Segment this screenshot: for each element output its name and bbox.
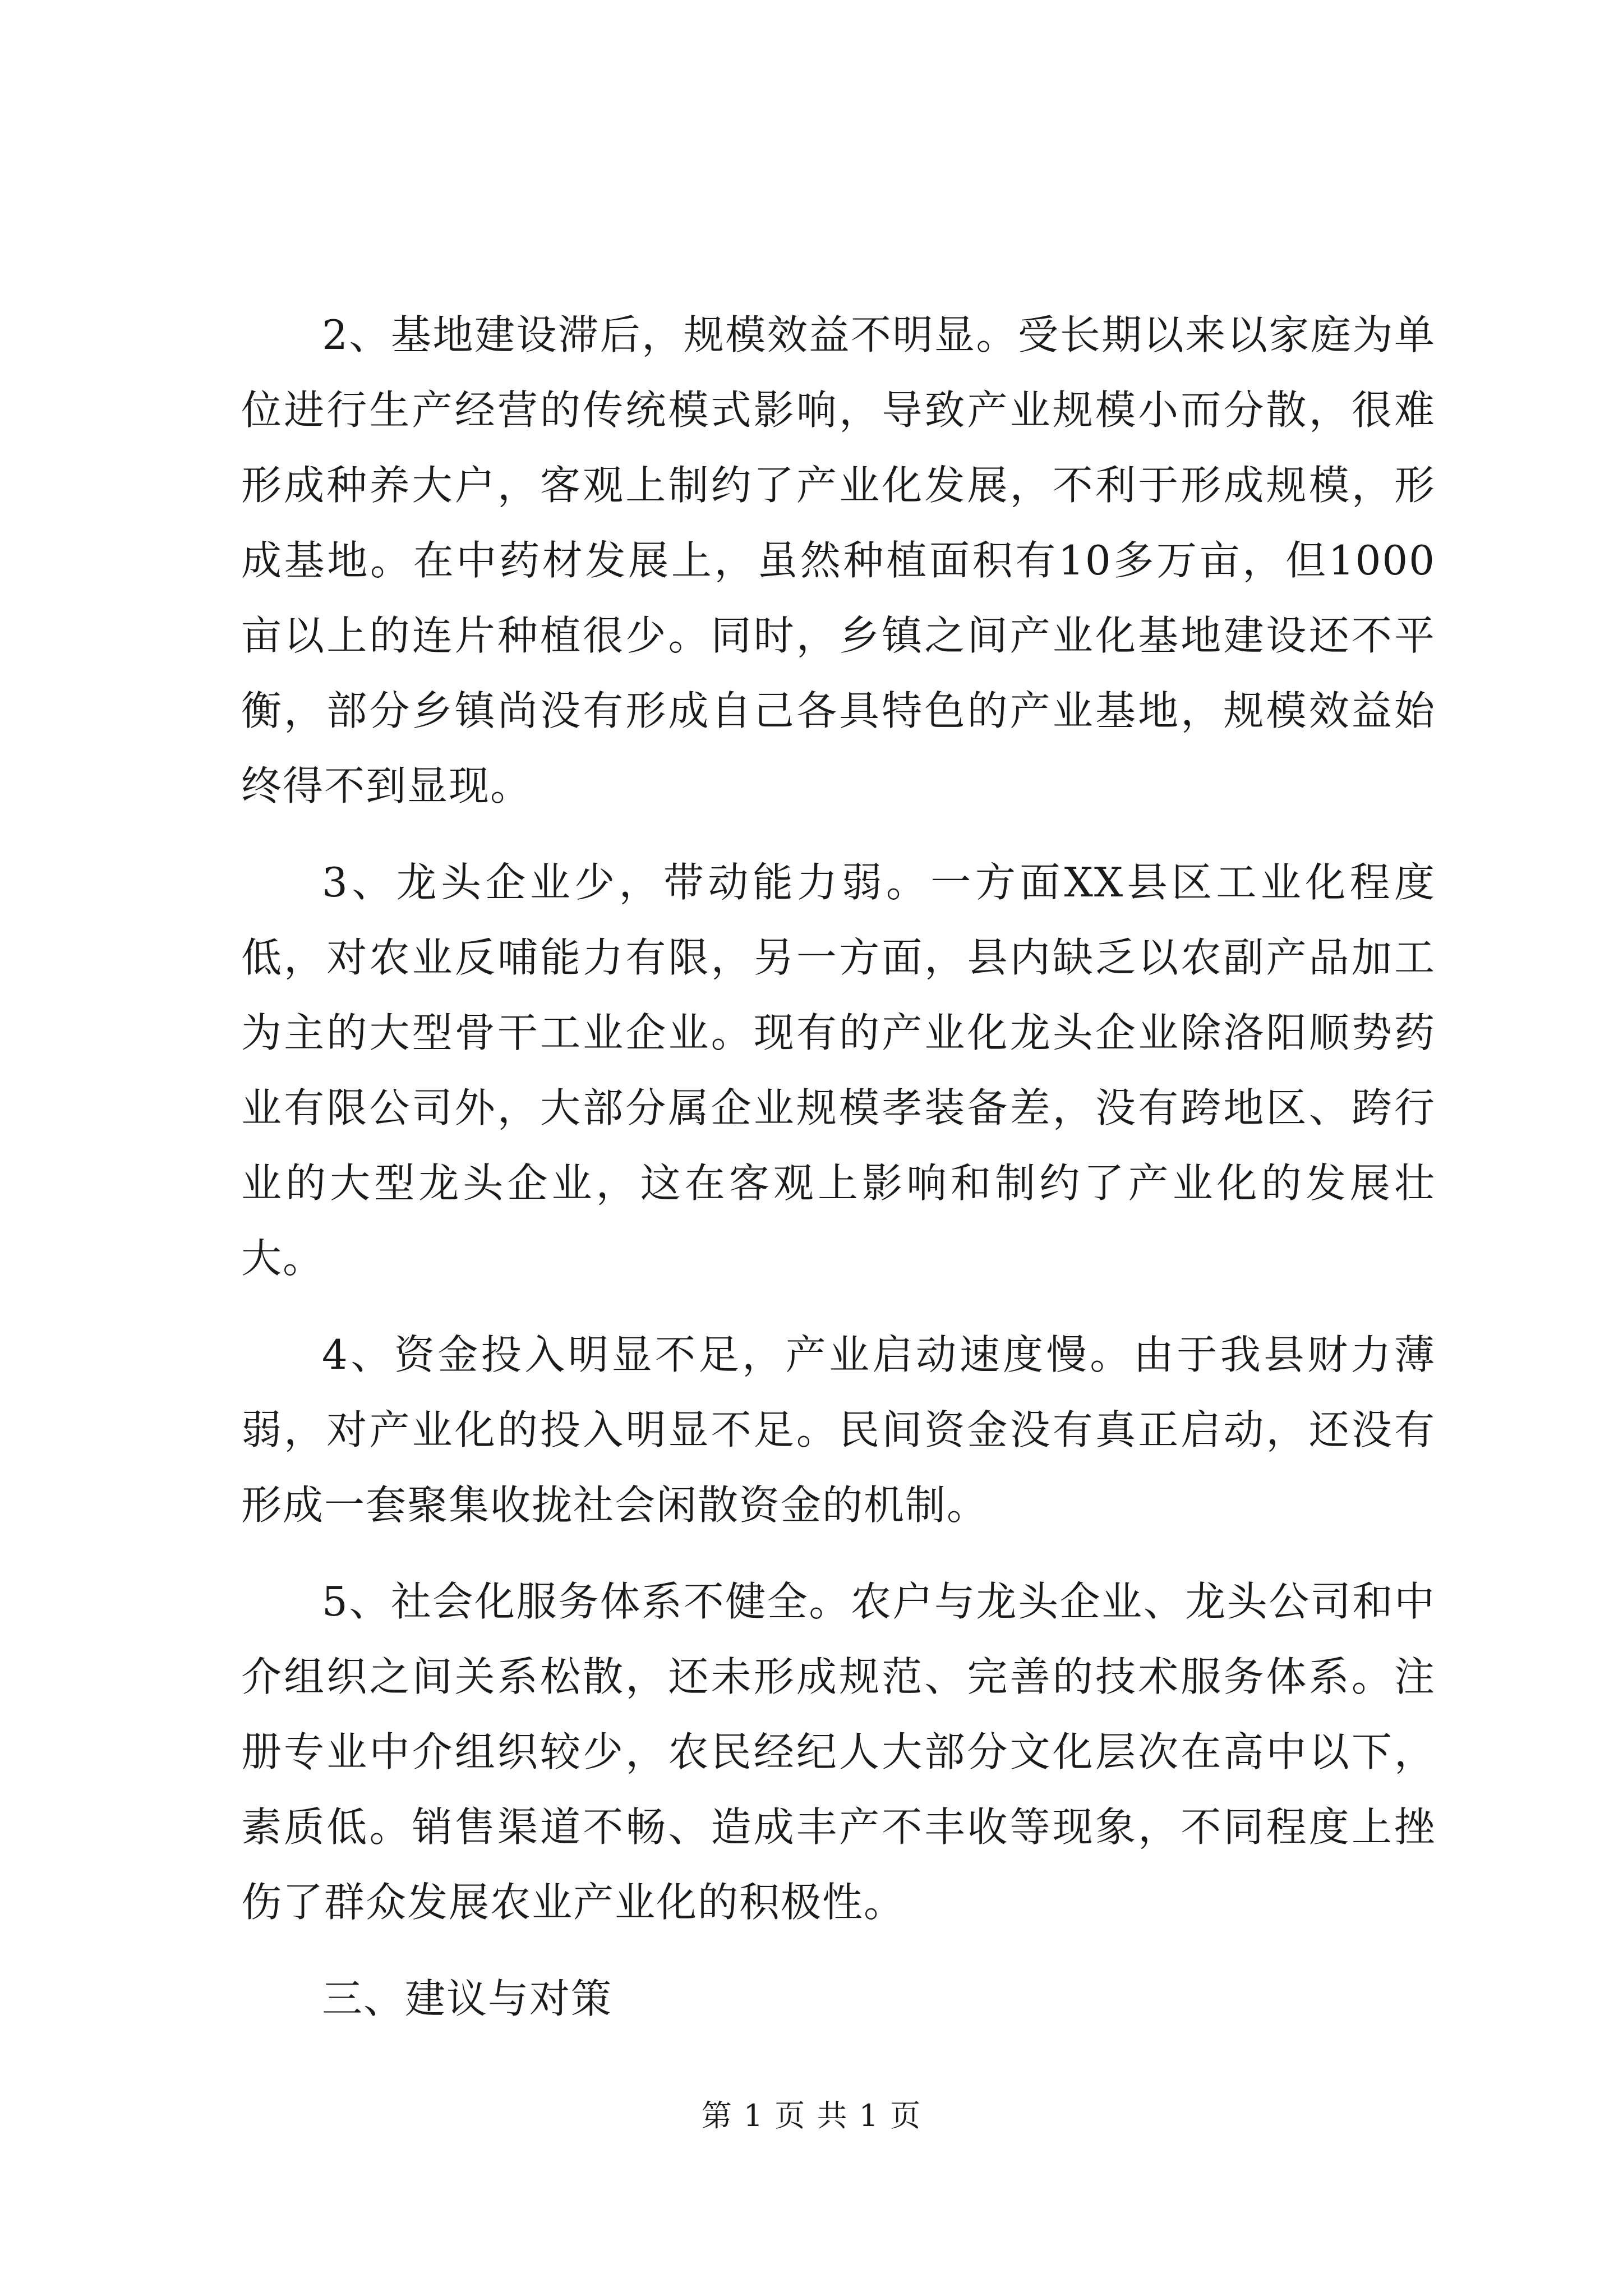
paragraph-item-5: 5、社会化服务体系不健全。农户与龙头企业、龙头公司和中介组织之间关系松散，还未形成规范、完善的技术服务体系。注册专业中介组织较少，农民经纪人大部分文化层次在高中以下，素质低。销售渠道不畅、造成丰产不丰收等现象，不同程度上挫伤了群众发展农业产业化的积极性。 [241, 1578, 1436, 1926]
document-body [241, 297, 1436, 2036]
page-number-footer: 第 1 页 共 1 页 [701, 2098, 922, 2133]
paragraph-item-4: 4、资金投入明显不足，产业启动速度慢。由于我县财力薄弱，对产业化的投入明显不足。民间资金没有真正启动，还没有形成一套聚集收拢社会闲散资金的机制。 [241, 1331, 1436, 1529]
section-heading: 三、建议与对策 [322, 1975, 613, 2022]
paragraph-item-2: 2、基地建设滞后，规模效益不明显。受长期以来以家庭为单位进行生产经营的传统模式影响，导致产业规模小而分散，很难形成种养大户，客观上制约了产业化发展，不利于形成规模，形成基地。在中药材发展上，虽然种植面积有10多万亩，但1000亩以上的连片种植很少。同时，乡镇之间产业化基地建设还不平衡，部分乡镇尚没有形成自己各具特色的产业基地，规模效益始终得不到显现。 [241, 311, 1436, 809]
paragraph-item-3: 3、龙头企业少，带动能力弱。一方面XX县区工业化程度低，对农业反哺能力有限，另一方面，县内缺乏以农副产品加工为主的大型骨干工业企业。现有的产业化龙头企业除洛阳顺势药业有限公司外，大部分属企业规模孝装备差，没有跨地区、跨行业的大型龙头企业，这在客观上影响和制约了产业化的发展壮大。 [241, 859, 1436, 1282]
